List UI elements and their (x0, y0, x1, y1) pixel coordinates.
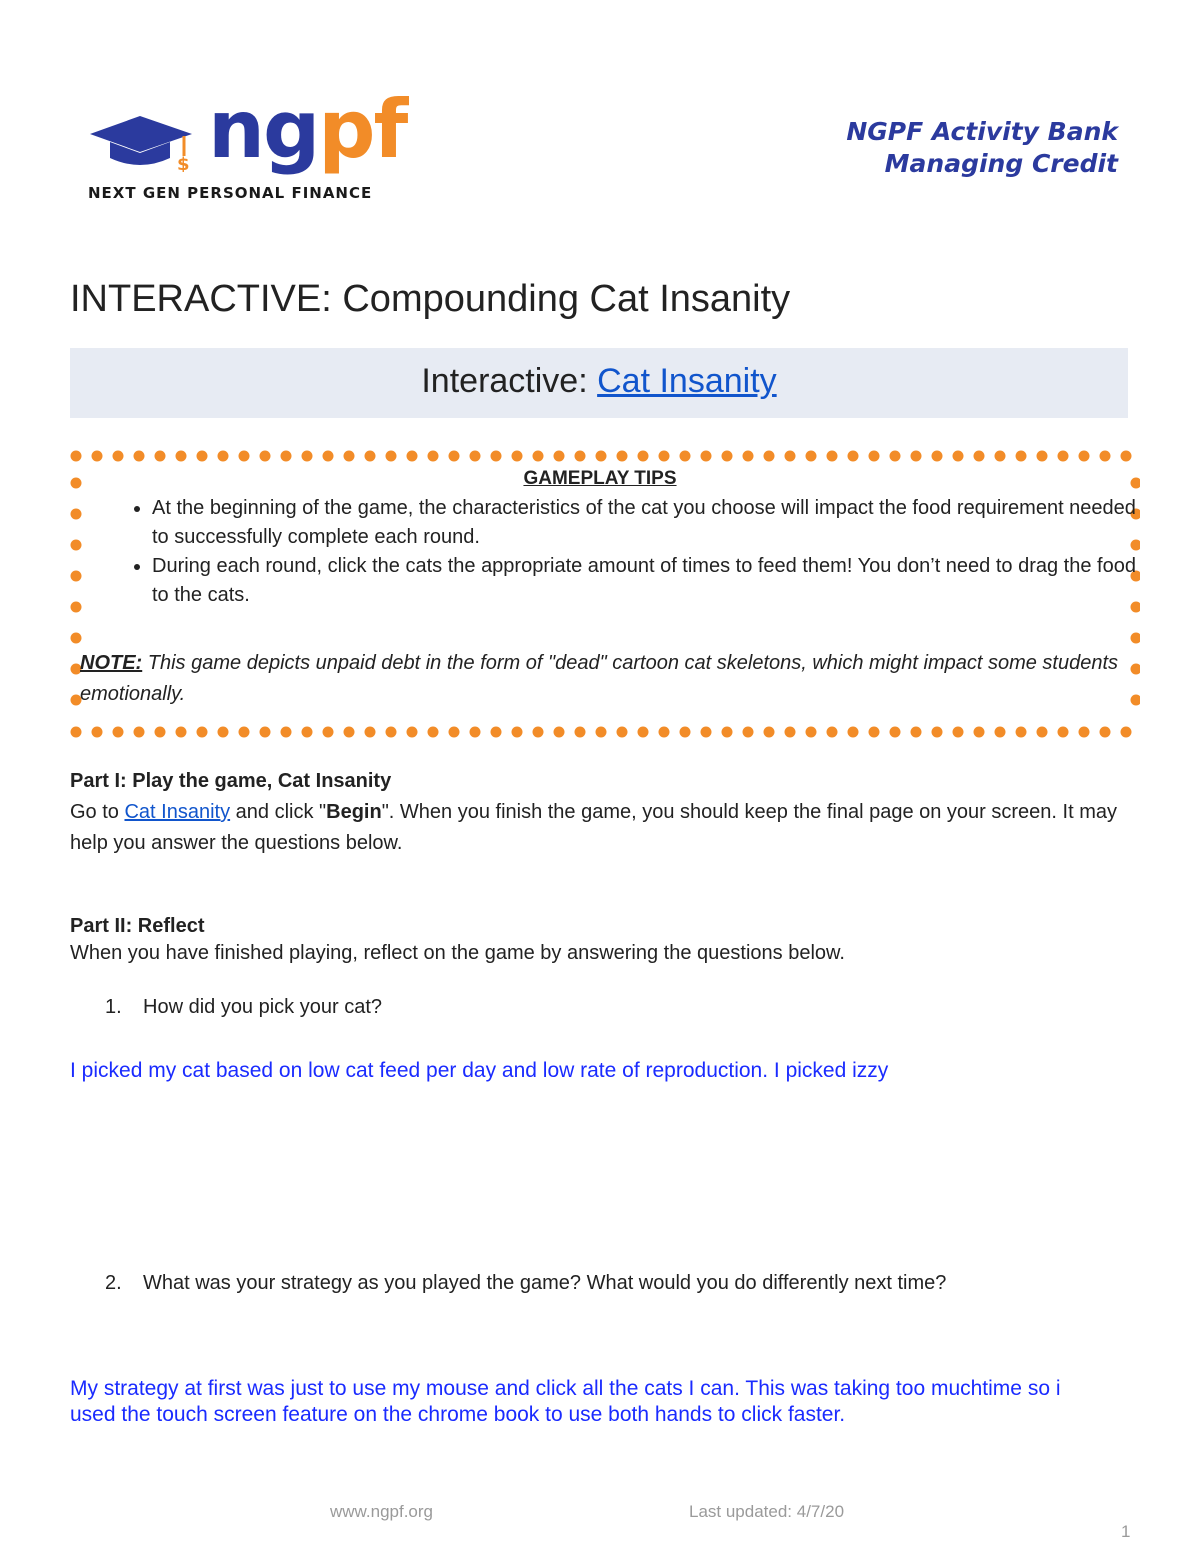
logo-tagline: NEXT GEN PERSONAL FINANCE (88, 184, 373, 202)
question-text: What was your strategy as you played the game? What would you do differently next time? (143, 1272, 947, 1294)
border-dot (281, 451, 292, 462)
question-number: 2. (105, 1272, 122, 1294)
border-dot (806, 451, 817, 462)
border-dot (302, 727, 313, 738)
logo-ng: ng (208, 83, 319, 176)
border-dot (113, 727, 124, 738)
footer-updated: Last updated: 4/7/20 (689, 1502, 845, 1521)
border-dot (344, 451, 355, 462)
border-dot (512, 727, 523, 738)
border-dot (722, 727, 733, 738)
border-dot (281, 727, 292, 738)
border-dot (848, 451, 859, 462)
part-1-text (70, 797, 1135, 859)
answer-2: My strategy at first was just to use my mouse and click all the cats I can. This was taking too muchtime so i used the touch screen feature on the chrome book to use both hands to click faster. (70, 1377, 1061, 1426)
question-number: 1. (105, 996, 122, 1018)
header-line-1: NGPF Activity Bank (846, 117, 1118, 146)
border-dot (1058, 727, 1069, 738)
tips-heading: GAMEPLAY TIPS (523, 468, 677, 489)
border-dot (974, 451, 985, 462)
border-dot (71, 571, 82, 582)
border-dot (995, 727, 1006, 738)
border-dot (1079, 451, 1090, 462)
border-dot (491, 451, 502, 462)
border-dot (869, 451, 880, 462)
question-2 (105, 1268, 946, 1298)
part-2-intro: When you have finished playing, reflect on the game by answering the questions below. (70, 942, 845, 964)
note-paragraph (80, 648, 1120, 710)
border-dot (596, 727, 607, 738)
border-dot (932, 727, 943, 738)
border-dot (71, 633, 82, 644)
border-dot (911, 727, 922, 738)
border-dot (575, 451, 586, 462)
border-dot (134, 727, 145, 738)
border-dot (218, 727, 229, 738)
border-dot (1058, 451, 1069, 462)
ngpf-logo (88, 83, 407, 208)
note-text: This game depicts unpaid debt in the form of "dead" cartoon cat skeletons, which might impact some students emotionally. (80, 652, 1119, 705)
border-dot (1016, 451, 1027, 462)
border-dot (239, 451, 250, 462)
border-dot (764, 727, 775, 738)
border-dot (953, 451, 964, 462)
page-title: INTERACTIVE: Compounding Cat Insanity (70, 278, 791, 320)
border-dot (659, 451, 670, 462)
border-dot (239, 727, 250, 738)
border-dot (848, 727, 859, 738)
border-dot (323, 727, 334, 738)
interactive-banner (70, 348, 1128, 418)
border-dot (1121, 451, 1132, 462)
part-1-text-before: Go to (70, 801, 125, 823)
gameplay-tips-box (70, 450, 1136, 730)
border-dot (785, 727, 796, 738)
cat-insanity-banner-link[interactable]: Cat Insanity (597, 362, 777, 400)
border-dot (722, 451, 733, 462)
graduation-cap-icon (88, 112, 208, 172)
border-dot (911, 451, 922, 462)
border-dot (344, 727, 355, 738)
border-dot (617, 727, 628, 738)
border-dot (617, 451, 628, 462)
question-1 (105, 992, 382, 1022)
border-dot (869, 727, 880, 738)
border-dot (995, 451, 1006, 462)
border-dot (554, 451, 565, 462)
border-dot (659, 727, 670, 738)
border-dot (155, 451, 166, 462)
border-dot (71, 727, 82, 738)
border-dot (323, 451, 334, 462)
part-2-heading: Part II: Reflect (70, 915, 205, 937)
border-dot (827, 727, 838, 738)
border-dot (806, 727, 817, 738)
border-dot (638, 727, 649, 738)
part-1-heading: Part I: Play the game, Cat Insanity (70, 770, 392, 792)
border-dot (596, 451, 607, 462)
border-dot (533, 451, 544, 462)
border-dot (470, 451, 481, 462)
question-text: How did you pick your cat? (143, 996, 383, 1018)
border-dot (701, 727, 712, 738)
border-dot (449, 727, 460, 738)
border-dot (764, 451, 775, 462)
border-dot (512, 451, 523, 462)
border-dot (680, 727, 691, 738)
border-dot (1016, 727, 1027, 738)
border-dot (71, 451, 82, 462)
border-dot (890, 451, 901, 462)
part-1-text-after: ". When you finish the game, you should keep the final page on your screen. It may help you answer the questions below. (70, 801, 1117, 854)
border-dot (365, 727, 376, 738)
logo-wordmark (208, 83, 407, 176)
border-dot (1100, 727, 1111, 738)
begin-word: Begin (326, 801, 382, 823)
border-dot (575, 727, 586, 738)
header-activity-label (846, 116, 1118, 180)
border-dot (1079, 727, 1090, 738)
border-dot (71, 540, 82, 551)
border-dot (1131, 664, 1141, 675)
border-dot (134, 451, 145, 462)
border-dot (176, 727, 187, 738)
border-dot (92, 451, 103, 462)
part-1-section (70, 766, 1135, 859)
part-1-text-mid: and click " (230, 801, 327, 823)
border-dot (470, 727, 481, 738)
logo-pf: pf (318, 83, 407, 176)
svg-text:$: $ (177, 154, 190, 172)
border-dot (743, 727, 754, 738)
page-number: 1 (1121, 1522, 1131, 1541)
border-dot (701, 451, 712, 462)
border-dot (974, 727, 985, 738)
banner-prefix: Interactive: (421, 362, 598, 400)
border-dot (71, 602, 82, 613)
border-dot (428, 727, 439, 738)
border-dot (428, 451, 439, 462)
border-dot (1131, 633, 1141, 644)
part-2-section (70, 912, 1135, 965)
border-dot (533, 727, 544, 738)
tips-list (112, 494, 1142, 610)
border-dot (197, 451, 208, 462)
border-dot (302, 451, 313, 462)
border-dot (953, 727, 964, 738)
border-dot (386, 727, 397, 738)
note-label: NOTE: (80, 652, 143, 674)
answer-1: I picked my cat based on low cat feed per day and low rate of reproduction. I picked izzy (70, 1059, 889, 1082)
border-dot (743, 451, 754, 462)
border-dot (92, 727, 103, 738)
border-dot (1037, 727, 1048, 738)
tip-item: • During each round, click the cats the appropriate amount of times to feed them! You don’t need to drag the food to the cats. (152, 552, 1142, 610)
border-dot (176, 451, 187, 462)
border-dot (491, 727, 502, 738)
border-dot (71, 509, 82, 520)
border-dot (260, 451, 271, 462)
border-dot (827, 451, 838, 462)
border-dot (407, 727, 418, 738)
border-dot (1121, 727, 1132, 738)
border-dot (1131, 695, 1141, 706)
border-dot (407, 451, 418, 462)
border-dot (155, 727, 166, 738)
border-dot (932, 451, 943, 462)
border-dot (680, 451, 691, 462)
border-dot (113, 451, 124, 462)
border-dot (449, 451, 460, 462)
border-dot (197, 727, 208, 738)
border-dot (785, 451, 796, 462)
border-dot (365, 451, 376, 462)
header-line-2: Managing Credit (884, 149, 1118, 178)
border-dot (386, 451, 397, 462)
border-dot (1100, 451, 1111, 462)
border-dot (638, 451, 649, 462)
border-dot (1037, 451, 1048, 462)
border-dot (554, 727, 565, 738)
cat-insanity-link[interactable]: Cat Insanity (124, 801, 231, 823)
footer-website: www.ngpf.org (330, 1502, 433, 1521)
tip-item: • At the beginning of the game, the characteristics of the cat you choose will impact the food requirement needed to successfully complete each round. (152, 494, 1142, 552)
border-dot (1131, 478, 1141, 489)
border-dot (218, 451, 229, 462)
border-dot (890, 727, 901, 738)
border-dot (260, 727, 271, 738)
